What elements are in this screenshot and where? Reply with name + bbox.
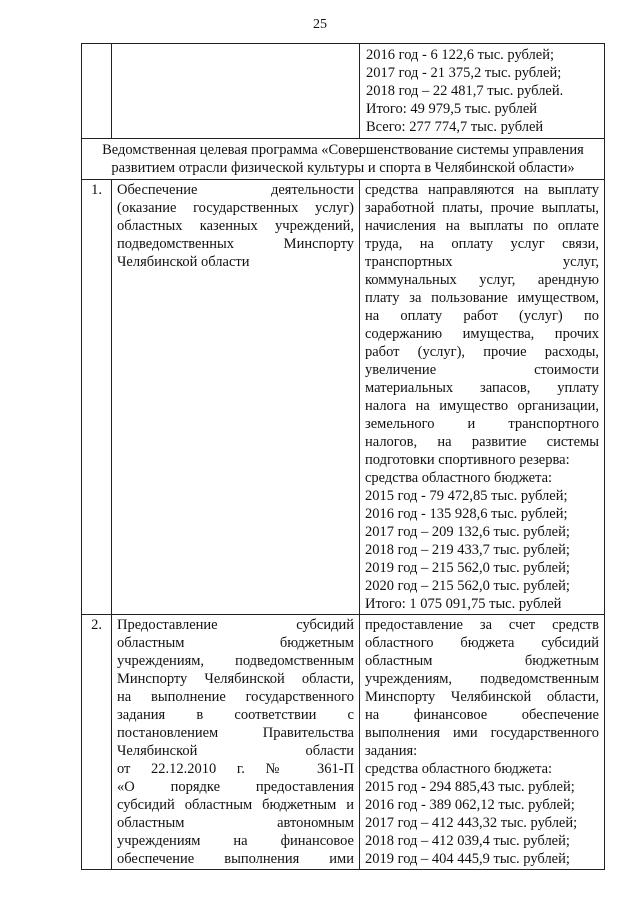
description-line: налога на имущество организации, xyxy=(365,398,599,414)
page-number: 25 xyxy=(313,17,327,32)
measure-name-line: постановлением Правительства xyxy=(117,725,354,741)
description-line: коммунальных услуг, арендную xyxy=(365,272,599,288)
measure-name-line: областных казенных учреждений, xyxy=(117,218,354,234)
measure-name-line: задания в соответствии с xyxy=(117,707,354,723)
description-line: труда, на оплату услуг связи, xyxy=(365,236,599,252)
measure-name-line: Минспорту Челябинской области, xyxy=(117,671,354,687)
description-line: Минспорту Челябинской области, xyxy=(365,689,599,705)
description-line: областным бюджетным xyxy=(365,653,599,669)
description-line: работ (услуг), прочие расходы, xyxy=(365,344,599,360)
description-line: земельного и транспортного xyxy=(365,416,599,432)
totals-line: Всего: 277 774,7 тыс. рублей xyxy=(366,119,544,135)
budget-year-line: 2020 год – 215 562,0 тыс. рублей; xyxy=(365,578,570,594)
description-line: средства областного бюджета: xyxy=(365,470,553,486)
measure-name-line: учреждениям на финансовое xyxy=(117,833,354,849)
budget-year-line: 2017 год – 412 443,32 тыс. рублей; xyxy=(365,815,578,831)
measure-name-line: (оказание государственных услуг) xyxy=(117,200,354,216)
measure-description-cell xyxy=(360,180,605,615)
budget-total-line: Итого: 1 075 091,75 тыс. рублей xyxy=(365,596,562,612)
program-table xyxy=(81,43,605,870)
description-line: на оплату работ (услуг) по xyxy=(365,308,599,324)
measure-name-line: Предоставление субсидий xyxy=(117,617,354,633)
table-row xyxy=(82,180,605,615)
row-number: 1. xyxy=(82,180,112,615)
totals-line: 2017 год - 21 375,2 тыс. рублей; xyxy=(366,65,562,81)
budget-year-line: 2015 год - 79 472,85 тыс. рублей; xyxy=(365,488,568,504)
section-title: Ведомственная целевая программа «Совершенствование системы управления развитием отрасли физической культуры и спорта в Челябинской области» xyxy=(82,139,605,180)
budget-year-line: 2019 год – 215 562,0 тыс. рублей; xyxy=(365,560,570,576)
description-line: на финансовое обеспечение xyxy=(365,707,599,723)
empty-cell xyxy=(82,44,112,139)
description-line: содержанию имущества, прочих xyxy=(365,326,599,342)
description-line: материальных запасов, уплату xyxy=(365,380,599,396)
table-row-totals xyxy=(82,44,605,139)
measure-name-line: Обеспечение деятельности xyxy=(117,182,354,198)
budget-year-line: 2019 год – 404 445,9 тыс. рублей; xyxy=(365,851,570,867)
budget-year-line: 2018 год – 412 039,4 тыс. рублей; xyxy=(365,833,570,849)
description-line: увеличение стоимости xyxy=(365,362,599,378)
measure-name-line: «О порядке предоставления xyxy=(117,779,354,795)
description-line: предоставление за счет средств xyxy=(365,617,599,633)
table-row xyxy=(82,615,605,870)
description-line: средства направляются на выплату xyxy=(365,182,599,198)
empty-cell xyxy=(112,44,360,139)
totals-line: 2016 год - 6 122,6 тыс. рублей; xyxy=(366,47,554,63)
description-line: транспортных услуг, xyxy=(365,254,599,270)
budget-year-line: 2017 год – 209 132,6 тыс. рублей; xyxy=(365,524,570,540)
measure-name-cell xyxy=(112,615,360,870)
description-line: задания: xyxy=(365,743,418,759)
description-line: учреждениям, подведомственным xyxy=(365,671,599,687)
measure-name-line: от 22.12.2010 г. № 361-П xyxy=(117,761,354,777)
description-line: плату за пользование имуществом, xyxy=(365,290,599,306)
description-line: средства областного бюджета: xyxy=(365,761,553,777)
description-line: налогов, на развитие системы xyxy=(365,434,599,450)
table-row-section xyxy=(82,139,605,180)
budget-year-line: 2018 год – 219 433,7 тыс. рублей; xyxy=(365,542,570,558)
measure-name-line: на выполнение государственного xyxy=(117,689,354,705)
budget-year-line: 2016 год - 389 062,12 тыс. рублей; xyxy=(365,797,575,813)
measure-name-line: субсидий областным бюджетным и xyxy=(117,797,354,813)
totals-line: 2018 год – 22 481,7 тыс. рублей. xyxy=(366,83,564,99)
description-line: начисления на выплаты по оплате xyxy=(365,218,599,234)
description-line: заработной платы, прочие выплаты, xyxy=(365,200,599,216)
measure-name-cell xyxy=(112,180,360,615)
measure-name-line: Челябинской области xyxy=(117,743,354,759)
row-number: 2. xyxy=(82,615,112,870)
description-line: подготовки спортивного резерва: xyxy=(365,452,570,468)
measure-name-line: областным автономным xyxy=(117,815,354,831)
budget-year-line: 2015 год - 294 885,43 тыс. рублей; xyxy=(365,779,575,795)
description-line: выполнения ими государственного xyxy=(365,725,599,741)
totals-line: Итого: 49 979,5 тыс. рублей xyxy=(366,101,538,117)
description-line: областного бюджета субсидий xyxy=(365,635,599,651)
measure-name-line: подведомственных Минспорту xyxy=(117,236,354,252)
measure-name-line: учреждениям, подведомственным xyxy=(117,653,354,669)
measure-name-line: Челябинской области xyxy=(117,254,250,270)
budget-year-line: 2016 год - 135 928,6 тыс. рублей; xyxy=(365,506,568,522)
measure-description-cell xyxy=(360,615,605,870)
totals-cell xyxy=(360,44,605,139)
measure-name-line: областным бюджетным xyxy=(117,635,354,651)
measure-name-line: обеспечение выполнения ими xyxy=(117,851,354,867)
